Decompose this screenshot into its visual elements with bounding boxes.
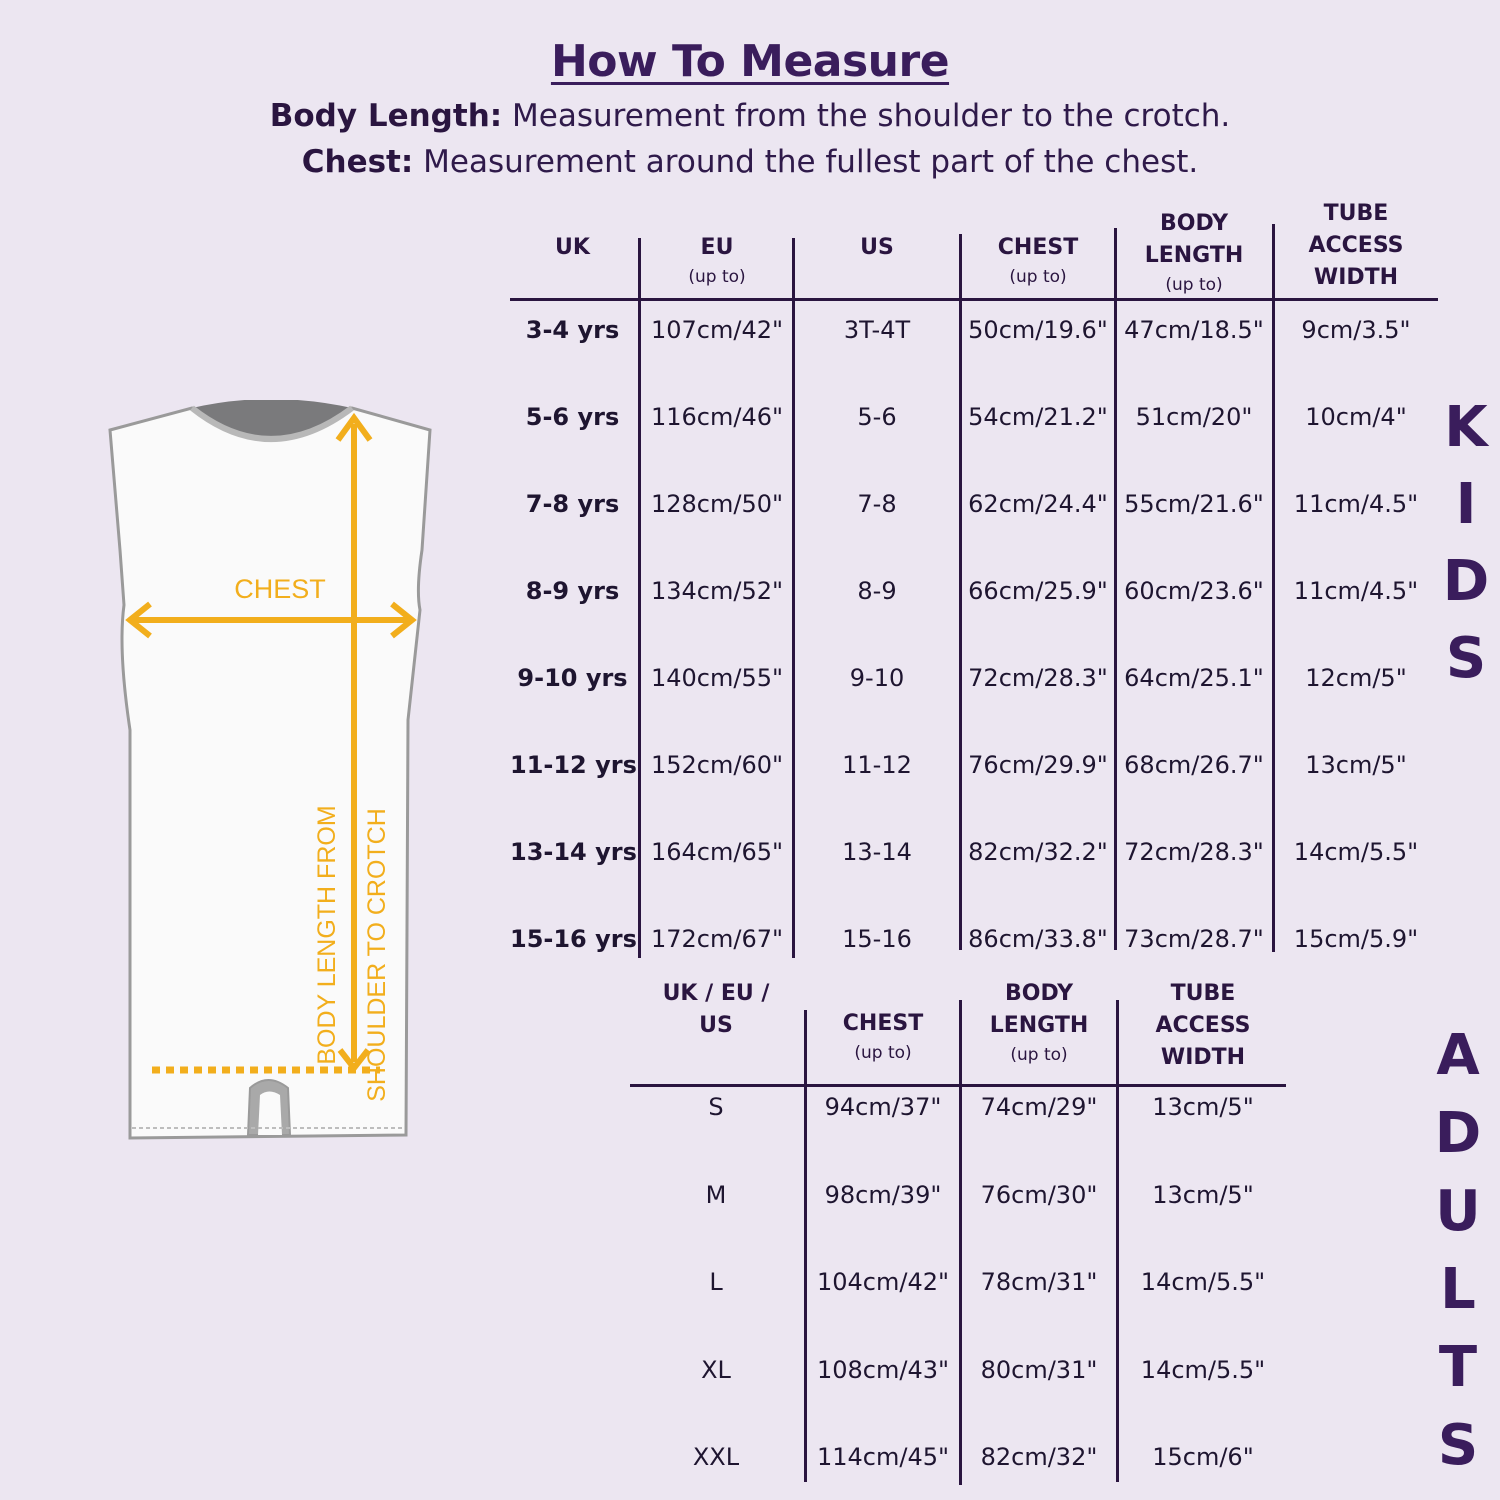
- table-cell: 60cm/23.6": [1124, 577, 1264, 605]
- table-cell: 128cm/50": [650, 490, 784, 518]
- adults-side-label: [1428, 1023, 1488, 1496]
- table-cell: 64cm/25.1": [1124, 664, 1264, 692]
- table-cell: 140cm/55": [650, 664, 784, 692]
- side-letter: S: [1445, 626, 1487, 691]
- table-cell: 72cm/28.3": [1124, 838, 1264, 866]
- column-divider: [1272, 224, 1275, 952]
- column-divider: [804, 1010, 807, 1482]
- table-cell: 3T-4T: [843, 316, 911, 344]
- header-kids-1: [642, 232, 792, 290]
- table-cell: 15-16: [842, 925, 912, 953]
- table-cell: 50cm/19.6": [968, 316, 1108, 344]
- body-length-term: Body Length:: [269, 98, 503, 134]
- header-kids-0: [510, 232, 635, 264]
- table-cell: 13cm/5": [1152, 1180, 1254, 1209]
- table-cell: 15cm/6": [1152, 1443, 1254, 1471]
- column-divider: [1116, 1000, 1119, 1482]
- header-label: EU: [700, 235, 734, 260]
- chest-description: [0, 144, 1500, 180]
- table-cell: XXL: [692, 1443, 740, 1471]
- table-cell: 66cm/25.9": [968, 577, 1108, 605]
- table-cell: 9-10 yrs: [517, 664, 628, 692]
- side-letter: A: [1436, 1023, 1480, 1088]
- body-length-definition: Measurement from the shoulder to the crotch.: [502, 98, 1231, 134]
- side-letter: D: [1442, 549, 1490, 614]
- body-length-diagram-label-1: BODY LENGTH FROM: [313, 805, 341, 1065]
- side-letter: S: [1437, 1413, 1479, 1478]
- table-cell: L: [709, 1268, 723, 1296]
- table-cell: 10cm/4": [1305, 403, 1407, 431]
- table-cell: 8-9: [857, 577, 897, 605]
- table-cell: 98cm/39": [824, 1180, 942, 1209]
- header-label: TUBE ACCESS WIDTH: [1155, 981, 1251, 1070]
- header-adults-2: [962, 978, 1116, 1068]
- column-divider: [959, 1000, 962, 1485]
- table-cell: 3-4 yrs: [525, 316, 620, 344]
- table-cell: 68cm/26.7": [1124, 751, 1264, 779]
- side-letter: U: [1435, 1179, 1481, 1244]
- side-letter: L: [1440, 1257, 1476, 1322]
- header-sub: (up to): [1009, 267, 1067, 287]
- table-cell: 116cm/46": [650, 403, 784, 431]
- table-cell: M: [705, 1180, 727, 1209]
- table-cell: 13cm/5": [1305, 751, 1407, 779]
- table-cell: 14cm/5.5": [1140, 1268, 1266, 1296]
- table-cell: S: [708, 1093, 724, 1121]
- table-cell: 15-16 yrs: [510, 925, 637, 953]
- table-cell: 164cm/65": [650, 838, 784, 866]
- table-cell: 78cm/31": [980, 1268, 1098, 1296]
- table-cell: 73cm/28.7": [1124, 925, 1264, 953]
- header-adults-0: [630, 978, 802, 1042]
- table-cell: 7-8 yrs: [525, 490, 620, 518]
- header-kids-4: [1118, 208, 1270, 298]
- side-letter: I: [1455, 472, 1477, 537]
- header-kids-5: [1276, 198, 1436, 294]
- table-cell: 94cm/37": [824, 1093, 942, 1121]
- bodysuit-diagram: [100, 400, 440, 1150]
- header-label: BODY LENGTH: [989, 981, 1089, 1038]
- header-sub: (up to): [688, 267, 746, 287]
- table-cell: 172cm/67": [650, 925, 784, 953]
- chest-definition: Measurement around the fullest part of the chest.: [413, 144, 1199, 180]
- table-cell: 11-12 yrs: [510, 751, 637, 779]
- header-divider: [510, 298, 1438, 301]
- header-sub: (up to): [1010, 1045, 1068, 1065]
- header-adults-3: [1120, 978, 1286, 1074]
- chest-term: Chest:: [301, 144, 414, 180]
- table-cell: 62cm/24.4": [968, 490, 1108, 518]
- header-label: BODY LENGTH: [1144, 211, 1244, 268]
- table-cell: 12cm/5": [1305, 664, 1407, 692]
- table-cell: 107cm/42": [650, 316, 784, 344]
- header-kids-3: [963, 232, 1113, 290]
- table-cell: 114cm/45": [816, 1443, 950, 1471]
- side-letter: K: [1444, 395, 1488, 460]
- table-cell: 76cm/29.9": [968, 751, 1108, 779]
- table-cell: 9cm/3.5": [1301, 316, 1411, 344]
- header-adults-1: [808, 1008, 958, 1066]
- table-cell: 13-14 yrs: [510, 838, 637, 866]
- table-cell: 51cm/20": [1135, 403, 1253, 431]
- table-cell: 72cm/28.3": [968, 664, 1108, 692]
- table-cell: 5-6 yrs: [525, 403, 620, 431]
- table-cell: 7-8: [857, 490, 897, 518]
- table-cell: 5-6: [857, 403, 897, 431]
- table-cell: 11cm/4.5": [1293, 490, 1419, 518]
- table-cell: 80cm/31": [980, 1355, 1098, 1384]
- table-cell: 13cm/5": [1152, 1093, 1254, 1121]
- header-divider: [630, 1084, 1286, 1087]
- header-kids-2: [797, 232, 957, 264]
- table-cell: 47cm/18.5": [1124, 316, 1264, 344]
- table-cell: 9-10: [849, 664, 905, 692]
- column-divider: [792, 238, 795, 958]
- table-cell: 82cm/32.2": [968, 838, 1108, 866]
- table-cell: 76cm/30": [980, 1180, 1098, 1209]
- body-length-description: [0, 98, 1500, 134]
- chest-diagram-label: CHEST: [234, 574, 326, 604]
- header-label: UK: [555, 235, 590, 260]
- header-label: UK / EU / US: [662, 981, 770, 1038]
- table-cell: 14cm/5.5": [1293, 838, 1419, 866]
- table-cell: XL: [701, 1355, 731, 1384]
- column-divider: [1114, 228, 1117, 950]
- table-cell: 104cm/42": [816, 1268, 950, 1296]
- table-cell: 11-12: [842, 751, 912, 779]
- kids-side-label: [1436, 395, 1496, 708]
- header-sub: (up to): [1165, 275, 1223, 295]
- table-cell: 108cm/43": [816, 1355, 950, 1384]
- header-label: TUBE ACCESS WIDTH: [1308, 201, 1404, 290]
- table-cell: 86cm/33.8": [968, 925, 1108, 953]
- header-label: US: [860, 235, 894, 260]
- column-divider: [638, 238, 641, 958]
- table-cell: 15cm/5.9": [1293, 925, 1419, 953]
- table-cell: 55cm/21.6": [1124, 490, 1264, 518]
- table-cell: 13-14: [842, 838, 912, 866]
- table-cell: 14cm/5.5": [1140, 1355, 1266, 1384]
- table-cell: 134cm/52": [650, 577, 784, 605]
- column-divider: [959, 234, 962, 950]
- table-cell: 152cm/60": [650, 751, 784, 779]
- table-cell: 54cm/21.2": [968, 403, 1108, 431]
- page-title: How To Measure: [550, 36, 950, 87]
- body-length-diagram-label-2: SHOULDER TO CROTCH: [363, 808, 391, 1102]
- table-cell: 8-9 yrs: [525, 577, 620, 605]
- table-cell: 74cm/29": [980, 1093, 1098, 1121]
- side-letter: T: [1438, 1335, 1478, 1400]
- header-label: CHEST: [842, 1011, 924, 1036]
- side-letter: D: [1434, 1101, 1482, 1166]
- header-sub: (up to): [854, 1043, 912, 1063]
- table-cell: 82cm/32": [980, 1443, 1098, 1471]
- table-cell: 11cm/4.5": [1293, 577, 1419, 605]
- header-label: CHEST: [997, 235, 1079, 260]
